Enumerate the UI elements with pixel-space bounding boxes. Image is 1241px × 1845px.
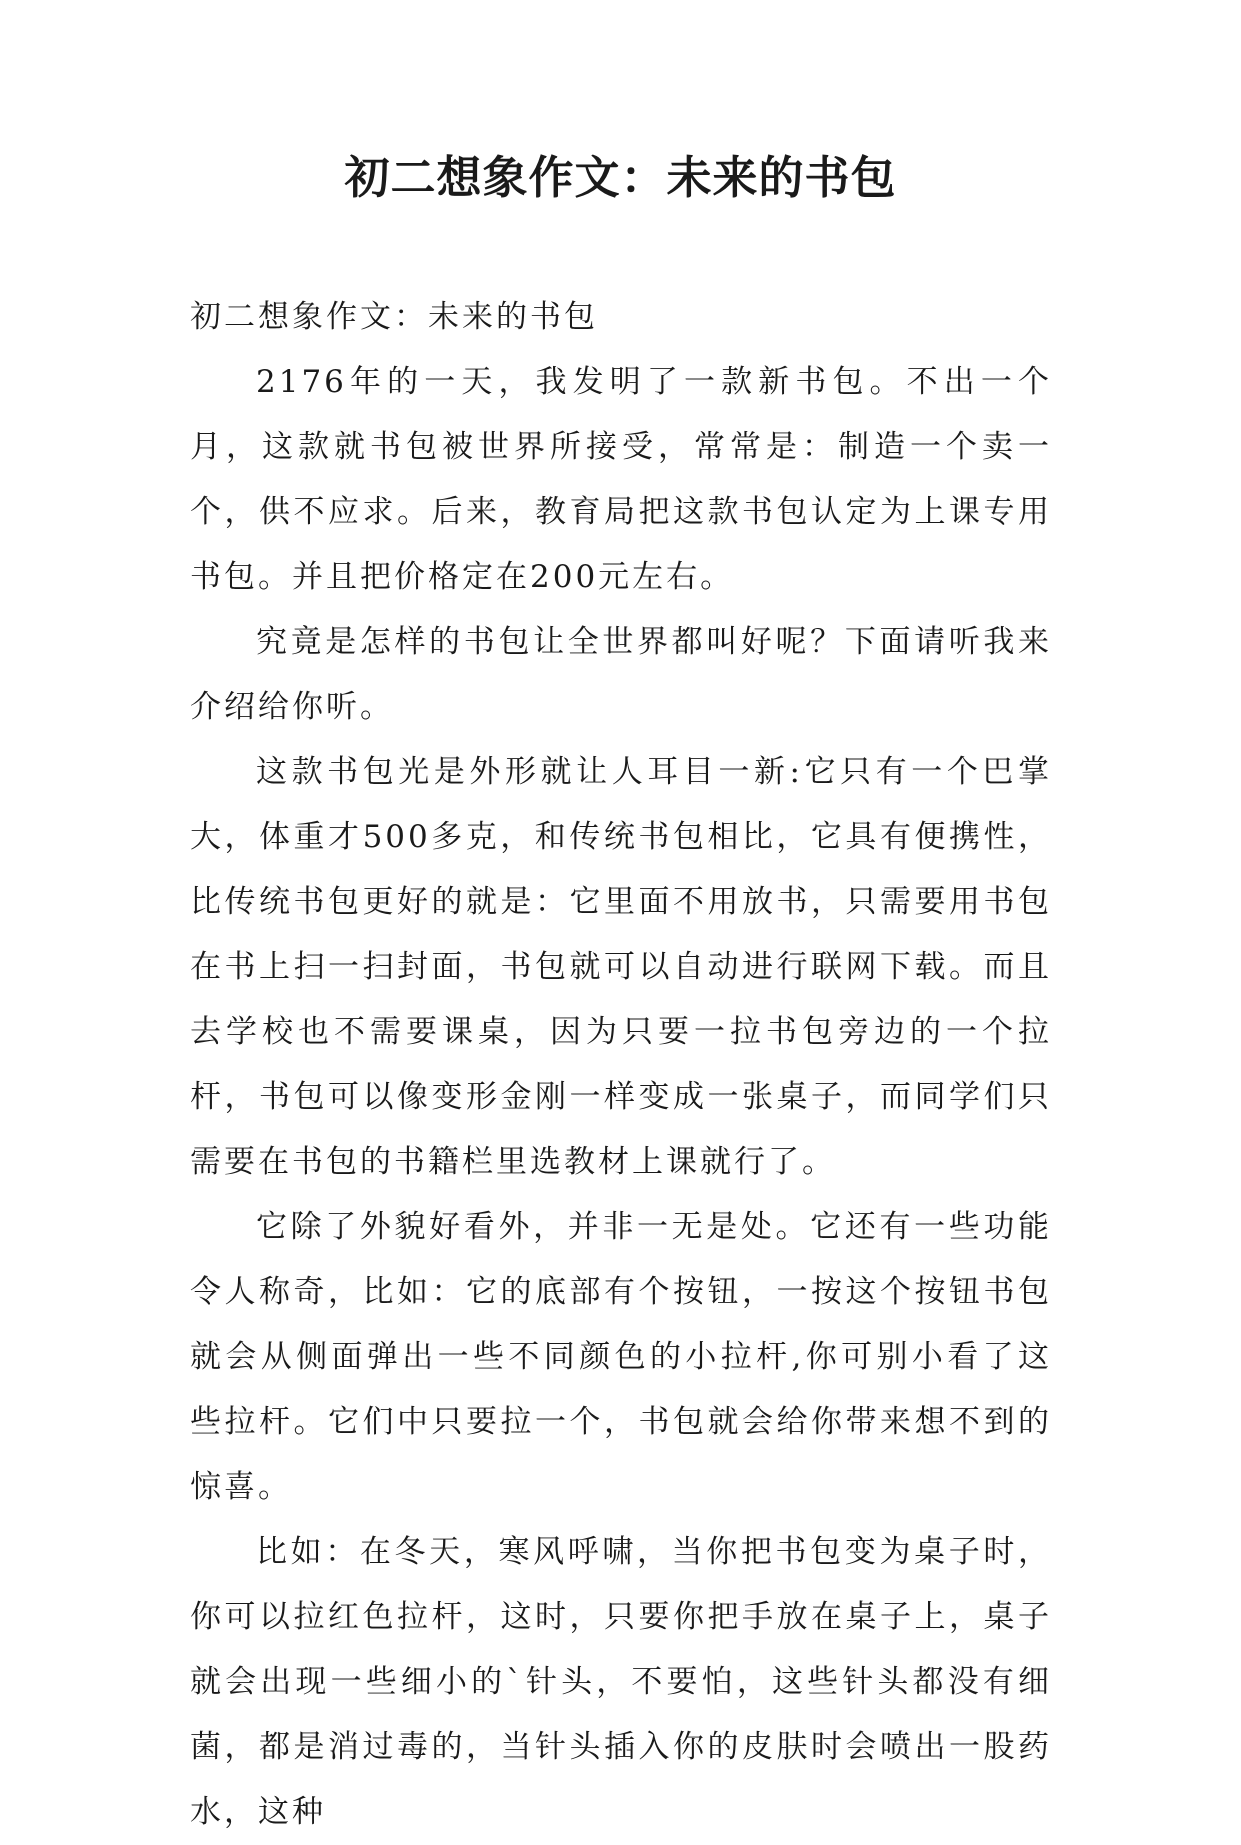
paragraph-heading: 初二想象作文：未来的书包 bbox=[190, 299, 598, 335]
document-body bbox=[190, 285, 1052, 1845]
paragraph: 它除了外貌好看外，并非一无是处。它还有一些功能令人称奇，比如：它的底部有个按钮，一按这个按钮书包就会从侧面弹出一些不同颜色的小拉杆,你可别小看了这些拉杆。它们中只要拉一个，书包就会给你带来想不到的惊喜。 bbox=[190, 1209, 1052, 1505]
paragraph: 2176年的一天，我发明了一款新书包。不出一个月，这款就书包被世界所接受，常常是：制造一个卖一个，供不应求。后来，教育局把这款书包认定为上课专用书包。并且把价格定在200元左右。 bbox=[190, 364, 1052, 595]
paragraph: 比如：在冬天，寒风呼啸，当你把书包变为桌子时，你可以拉红色拉杆，这时，只要你把手放在桌子上，桌子就会出现一些细小的`针头，不要怕，这些针头都没有细菌，都是消过毒的，当针头插入你的皮肤时会喷出一股药水，这种 bbox=[190, 1534, 1052, 1830]
paragraph: 这款书包光是外形就让人耳目一新:它只有一个巴掌大，体重才500多克，和传统书包相比，它具有便携性，比传统书包更好的就是：它里面不用放书，只需要用书包在书上扫一扫封面，书包就可以自动进行联网下载。而且去学校也不需要课桌，因为只要一拉书包旁边的一个拉杆，书包可以像变形金刚一样变成一张桌子，而同学们只需要在书包的书籍栏里选教材上课就行了。 bbox=[190, 754, 1052, 1180]
document-title: 初二想象作文：未来的书包 bbox=[344, 151, 897, 204]
paragraph: 究竟是怎样的书包让全世界都叫好呢？下面请听我来介绍给你听。 bbox=[190, 624, 1052, 725]
